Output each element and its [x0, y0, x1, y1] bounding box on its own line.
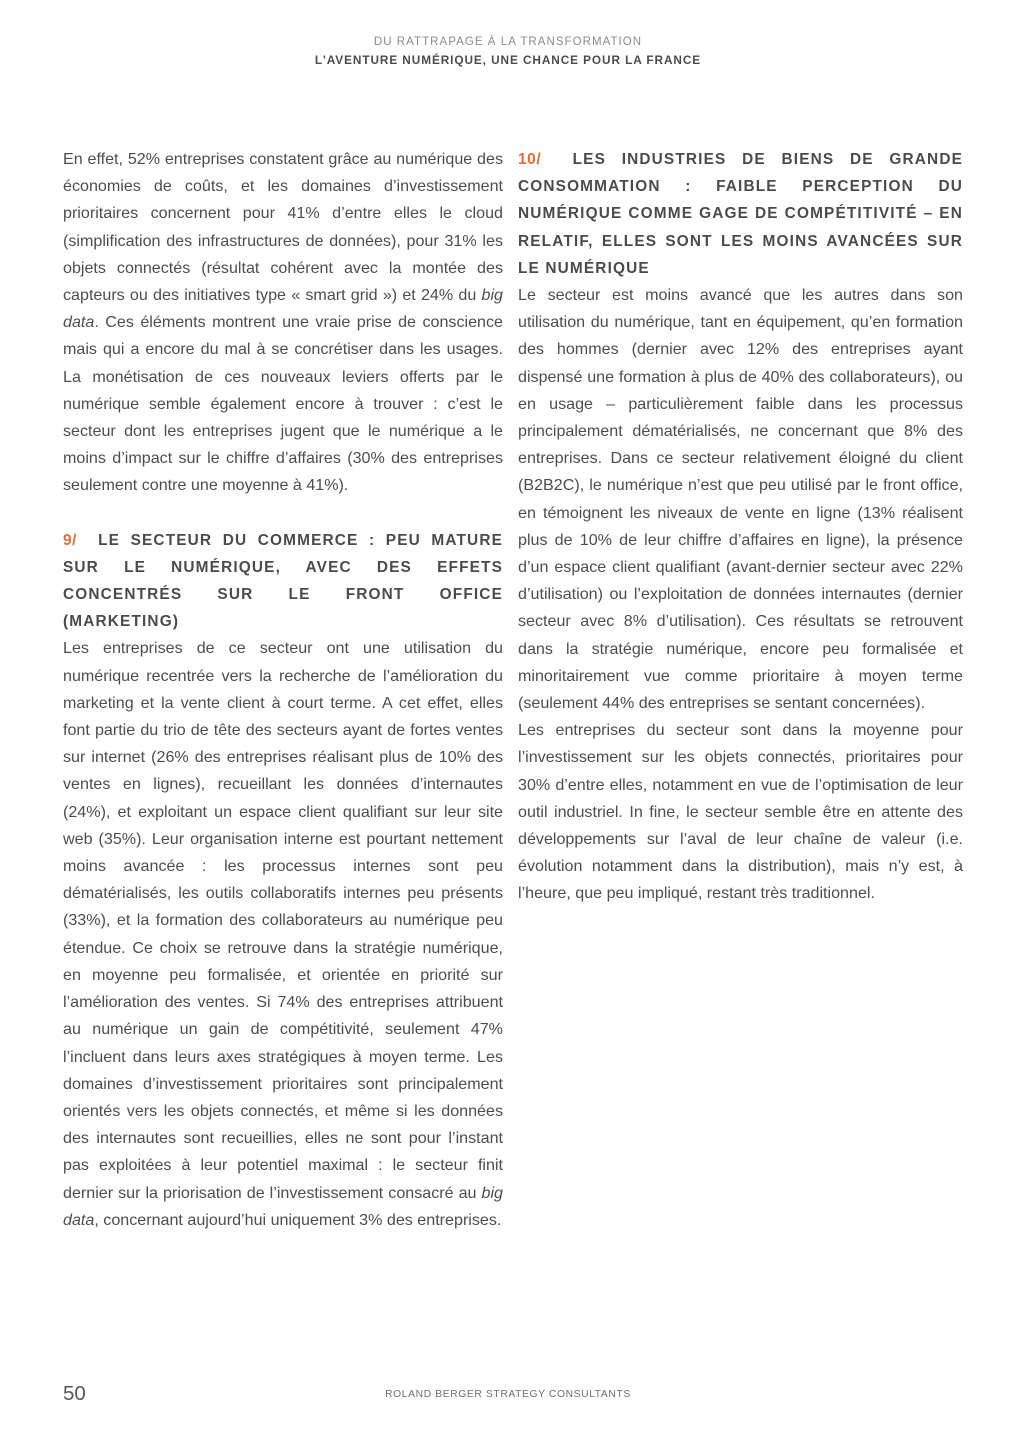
left-paragraph-1-part-1: En effet, 52% entreprises constatent grâce au numérique des économies de coûts, et les domaines d’investissement prioritaires concernent pour 41% d’entre elles le cloud (simplification des infrastructures de données), pour 31% les objets connectés (résultat cohérent avec la montée des capteurs ou des initiatives type « smart grid ») et 24% du — [63, 150, 503, 305]
left-paragraph-1-part-2: . Ces éléments montrent une vraie prise de conscience mais qui a encore du mal à se concrétiser dans les usages. La monétisation de ces nouveaux leviers offerts par le numérique semble également encore à trouver : c’est le secteur dont les entreprises jugent que le numérique a le moins d’impact sur le chiffre d’affaires (30% des entreprises seulement contre une moyenne à 41%). — [63, 313, 503, 495]
footer-imprint: ROLAND BERGER STRATEGY CONSULTANTS — [385, 1389, 631, 1400]
right-column — [518, 146, 963, 908]
right-paragraph-2: Les entreprises du secteur sont dans la moyenne pour l’investissement sur les objets connectés, prioritaires pour 30% d’entre elles, notamment en vue de l’optimisation de leur outil industriel. In fine, le secteur semble être en attente des développements sur l’aval de leur chaîne de valeur (i.e. évolution notamment dans la distribution), mais n’y est, à l’heure, que peu impliqué, restant très traditionnel. — [518, 721, 963, 903]
section-10-number: 10/ — [518, 151, 542, 168]
left-column — [63, 146, 503, 1234]
left-paragraph-2-italic: big data — [63, 1183, 503, 1229]
left-paragraph-2-part-1: Les entreprises de ce secteur ont une utilisation du numérique recentrée vers la recherche de l’amélioration du marketing et la vente client à court terme. A cet effet, elles font partie du trio de tête des secteurs ayant de fortes ventes sur internet (26% des entreprises réalisant plus de 10% des ventes en lignes), recueillant les données d’internautes (24%), et exploitant un espace client qualifiant sur leur site web (35%). Leur organisation interne est pourtant nettement moins avancée : les processus internes sont peu dématérialisés, les outils collaboratifs internes peu présents (33%), et la formation des collaborateurs au numérique peu étendue. Ce choix se retrouve dans la stratégie numérique, en moyenne peu formalisée, et orientée en priorité sur l’amélioration des ventes. Si 74% des entreprises attribuent au numérique un gain de compétitivité, seulement 47% l’incluent dans leurs axes stratégiques à moyen terme. Les domaines d’investissement prioritaires sont principalement orientés vers les objets connectés, et même si les données des internautes sont recueillies, elles ne sont pour l’instant pas exploitées à leur potentiel maximal : le secteur finit dernier sur la priorisation de l’investissement consacré au — [63, 639, 503, 1202]
left-paragraph-2 — [63, 635, 503, 1233]
section-10-heading — [518, 146, 963, 282]
section-9-heading — [63, 527, 503, 636]
section-9-number: 9/ — [63, 531, 78, 549]
left-paragraph-1-italic: big data — [63, 286, 503, 332]
page-footer — [0, 1381, 1016, 1415]
running-head-line-2: L'AVENTURE NUMÉRIQUE, UNE CHANCE POUR LA FRANCE — [314, 53, 702, 67]
page-number: 50 — [63, 1382, 86, 1405]
section-9-spacer — [63, 500, 503, 527]
section-9-title: LE SECTEUR DU COMMERCE : PEU MATURE SUR LE NUMÉRIQUE, AVEC DES EFFETS CONCENTRÉS SUR LE FRONT OFFICE (MARKETING) — [63, 531, 503, 631]
section-10-title: LES INDUSTRIES DE BIENS DE GRANDE CONSOMMATION : FAIBLE PERCEPTION DU NUMÉRIQUE COMME GAGE DE COMPÉTITIVITÉ – EN RELATIF, ELLES SONT LES MOINS AVANCÉES SUR LE NUMÉRIQUE — [518, 151, 963, 277]
right-paragraph-1: Le secteur est moins avancé que les autres dans son utilisation du numérique, tant en équipement, qu’en formation des hommes (dernier avec 12% des entreprises ayant dispensé une formation à plus de 40% des collaborateurs), ou en usage – particulièrement faible dans les processus principalement dématérialisés, ne concernant que 8% des entreprises. Dans ce secteur relativement éloigné du client (B2B2C), le numérique n’est que peu utilisé par le front office, en témoignent les niveaux de vente en ligne (13% réalisent plus de 10% de leur chiffre d’affaires en ligne), la présence d’un espace client qualifiant (avant-dernier secteur avec 22% d’utilisation) ou l’exploitation de données internautes (dernier secteur avec 8% d’utilisation). Ces résultats se retrouvent dans la stratégie numérique, encore peu formalisée et minoritairement vue comme prioritaire à moyen terme (seulement 44% des entreprises se sentant concernées). — [518, 286, 963, 713]
running-head — [0, 34, 1016, 69]
left-paragraph-1 — [63, 146, 503, 500]
running-head-line-1: DU RATTRAPAGE À LA TRANSFORMATION — [373, 36, 643, 48]
left-paragraph-2-part-2: , concernant aujourd’hui uniquement 3% des entreprises. — [94, 1210, 502, 1229]
